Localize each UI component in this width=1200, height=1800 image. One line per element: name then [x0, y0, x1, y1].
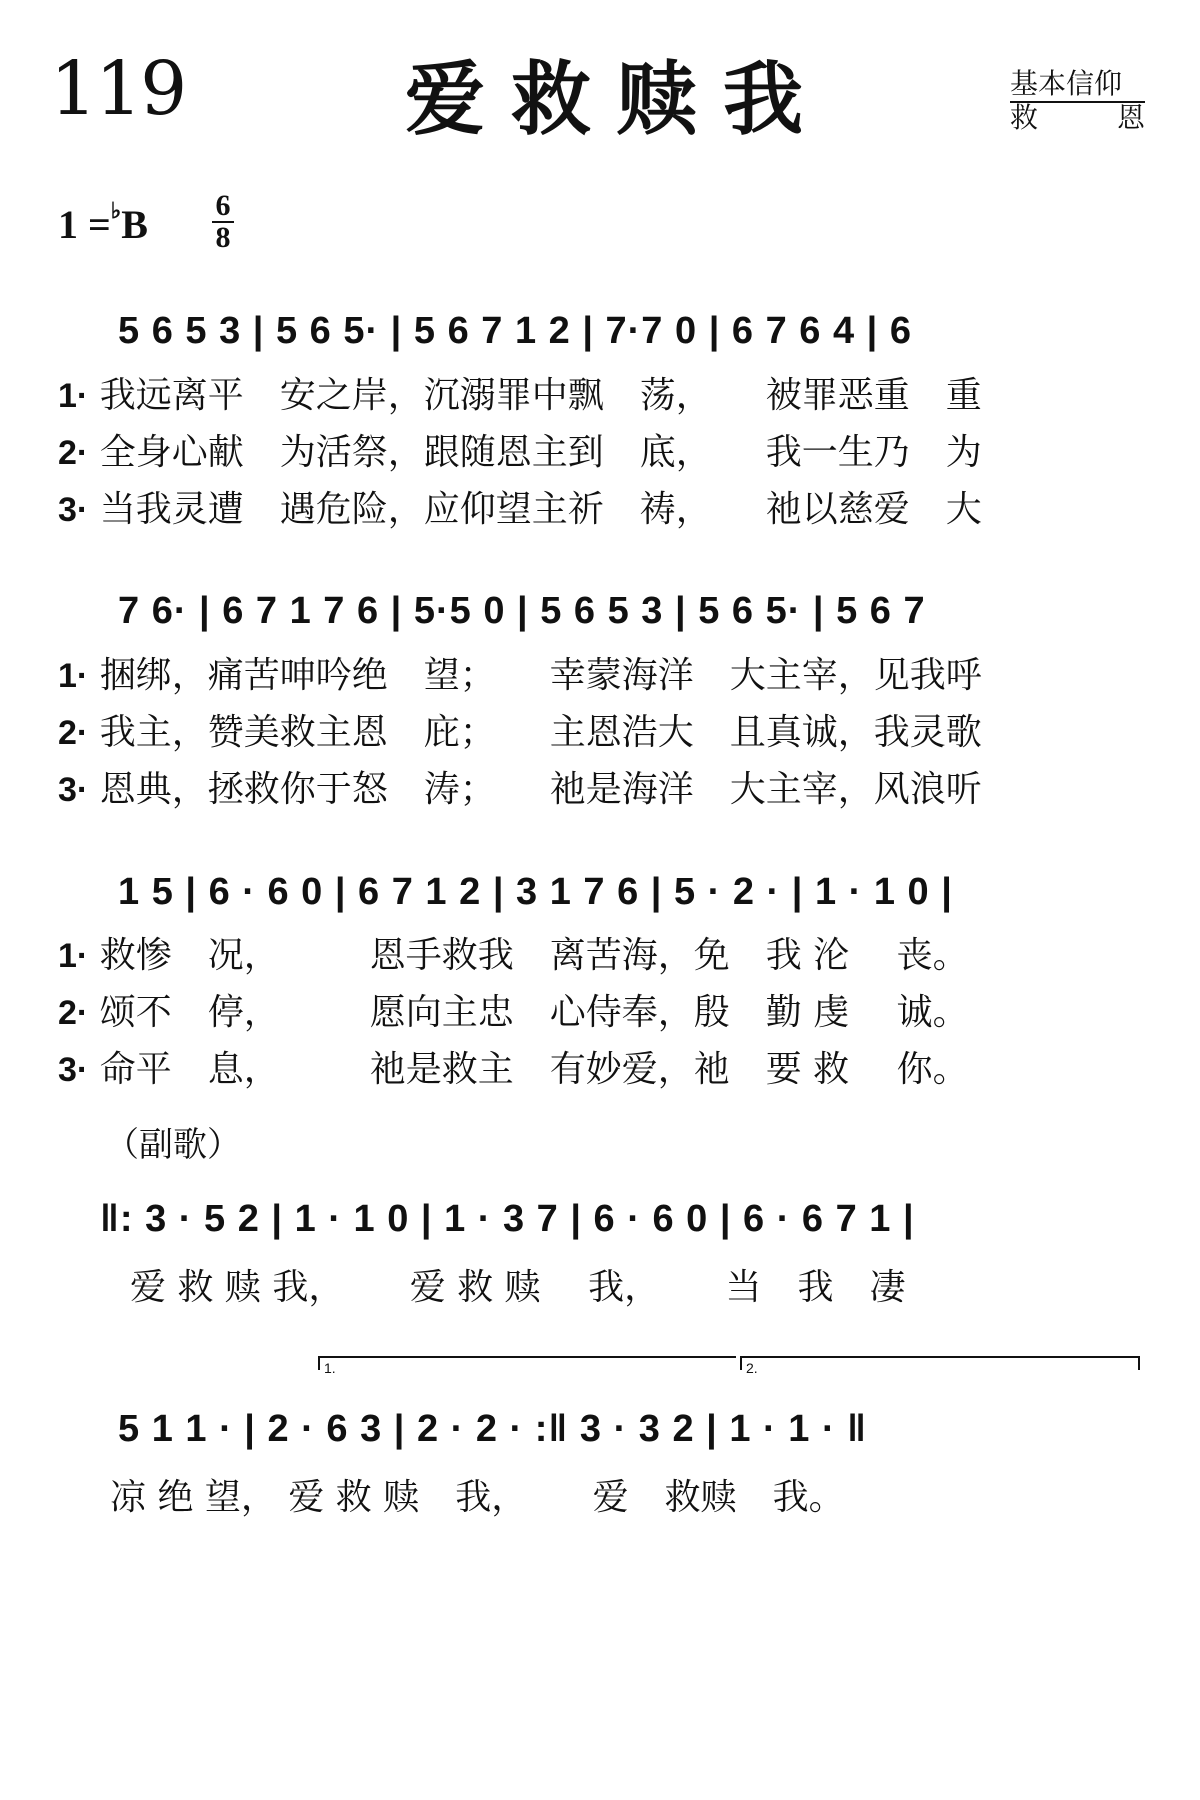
time-signature-bottom: 8 [215, 221, 231, 254]
time-signature [212, 189, 234, 254]
category-sub [1010, 101, 1145, 134]
notation-line: 7 6· | 6 7 1 7 6 | 5·5 0 | 5 6 5 3 | 5 6 5· | 5 6 7 [118, 590, 926, 632]
first-ending-number: 1. [324, 1360, 336, 1376]
chorus-notation-line-1: ‖: 3 · 5 2 | 1 · 1 0 | 1 · 3 7 | 6 · 6 0 | 6 · 6 7 1 | [100, 1198, 915, 1240]
time-signature-top: 6 [215, 189, 231, 222]
lyric-line [58, 769, 982, 810]
lyric-line [58, 375, 982, 416]
key-prefix: 1 = [58, 202, 111, 247]
lyric-line [58, 935, 969, 976]
verse-number: 2· [58, 994, 89, 1032]
verse-number: 1· [58, 377, 89, 415]
chorus-lyric-line-2: 凉 绝 望， 爱 救 赎 我， 爱 救赎 我。 [110, 1477, 845, 1518]
chorus-notation-line-2: 5 1 1 · | 2 · 6 3 | 2 · 2 · :‖ 3 · 3 2 | 1 · 1 · ‖ [118, 1408, 868, 1450]
first-ending-bracket [318, 1356, 736, 1358]
notation-line: 1 5 | 6 · 6 0 | 6 7 1 2 | 3 1 7 6 | 5 · 2 · | 1 · 1 0 | [118, 871, 953, 913]
key-note: B [121, 202, 148, 247]
verse-number: 2· [58, 434, 89, 472]
key-signature [58, 197, 148, 247]
lyric-text: 全身心献 为活祭，跟随恩主到 底， 我一生乃 为 [99, 432, 982, 473]
lyric-text: 命平 息， 祂是救主 有妙爱，祂 要 救 你。 [99, 1049, 969, 1090]
category-sub-char-1: 救 [1010, 101, 1039, 134]
second-ending-tick [740, 1356, 742, 1370]
lyric-line [58, 489, 982, 530]
lyric-text: 我远离平 安之岸，沉溺罪中飘 荡， 被罪恶重 重 [99, 375, 982, 416]
lyric-text: 救惨 况， 恩手救我 离苦海，免 我 沦 丧。 [99, 935, 969, 976]
lyric-line [58, 655, 982, 696]
verse-number: 1· [58, 937, 89, 975]
second-ending-end-tick [1138, 1356, 1140, 1370]
lyric-line [58, 1049, 969, 1090]
lyric-text: 恩典，拯救你于怒 涛； 祂是海洋 大主宰，风浪听 [99, 769, 982, 810]
lyric-text: 当我灵遭 遇危险，应仰望主祈 祷， 祂以慈爱 大 [99, 489, 982, 530]
lyric-line [58, 432, 982, 473]
verse-number: 3· [58, 1051, 89, 1089]
chorus-label: （副歌） [105, 1125, 241, 1165]
second-ending-bracket [740, 1356, 1140, 1358]
hymn-title: 爱救赎我 [405, 53, 829, 146]
first-ending-tick [318, 1356, 320, 1370]
verse-number: 1· [58, 657, 89, 695]
second-ending-number: 2. [746, 1360, 758, 1376]
lyric-text: 捆绑，痛苦呻吟绝 望； 幸蒙海洋 大主宰，见我呼 [99, 655, 982, 696]
category-main: 基本信仰 [1010, 70, 1145, 103]
verse-number: 3· [58, 491, 89, 529]
lyric-text: 颂不 停， 愿向主忠 心侍奉，殷 勤 虔 诚。 [99, 992, 969, 1033]
verse-number: 2· [58, 714, 89, 752]
chorus-lyric-line-1: 爱 救 赎 我， 爱 救 赎 我， 当 我 凄 [130, 1267, 906, 1308]
notation-line: 5 6 5 3 | 5 6 5· | 5 6 7 1 2 | 7·7 0 | 6 7 6 4 | 6 [118, 310, 912, 352]
lyric-text: 我主，赞美救主恩 庇； 主恩浩大 且真诚，我灵歌 [99, 712, 982, 753]
lyric-line [58, 712, 982, 753]
hymn-number: 119 [50, 46, 186, 132]
flat-sign: ♭ [110, 197, 122, 223]
lyric-line [58, 992, 969, 1033]
verse-number: 3· [58, 771, 89, 809]
category-sub-char-2: 恩 [1116, 101, 1145, 134]
